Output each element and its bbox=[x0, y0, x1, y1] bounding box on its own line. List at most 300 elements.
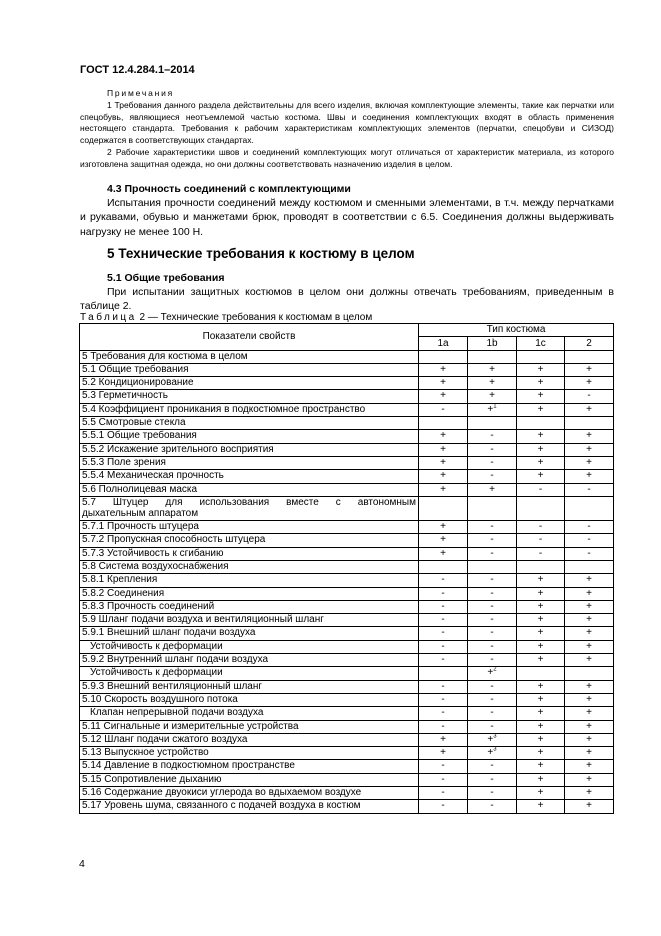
cell-value: + bbox=[537, 733, 544, 745]
cell-value: - bbox=[490, 456, 494, 468]
cell-type-1b bbox=[468, 760, 517, 773]
row-label: 5.16 Содержание двуокиси углерода во вдыхаемом воздухе bbox=[80, 786, 419, 799]
cell-value: + bbox=[586, 587, 592, 599]
section-5-title: 5 Технические требования к костюму в целом bbox=[107, 246, 415, 261]
cell-type-1b bbox=[468, 587, 517, 600]
cell-value: - bbox=[441, 693, 445, 705]
cell-value: + bbox=[586, 680, 592, 692]
cell-type-1c bbox=[517, 430, 565, 443]
cell-type-1c bbox=[517, 587, 565, 600]
type-header-2: 2 bbox=[565, 337, 614, 350]
cell-type-1b bbox=[468, 733, 517, 746]
cell-type-1c bbox=[517, 786, 565, 799]
table-row bbox=[80, 456, 614, 469]
cell-type-1b bbox=[468, 707, 517, 720]
cell-value: - bbox=[441, 680, 445, 692]
footnote-marker: 3 bbox=[493, 733, 497, 740]
cell-type-2 bbox=[565, 574, 614, 587]
type-header-1b: 1b bbox=[468, 337, 517, 350]
cell-type-1a bbox=[419, 377, 468, 390]
cell-type-1b bbox=[468, 470, 517, 483]
cell-type-1b bbox=[468, 800, 517, 813]
cell-type-1a bbox=[419, 417, 468, 430]
cell-value: + bbox=[537, 800, 544, 812]
cell-value: + bbox=[537, 403, 544, 415]
cell-type-1c bbox=[517, 733, 565, 746]
cell-value: - bbox=[490, 614, 494, 626]
cell-type-1b bbox=[468, 786, 517, 799]
cell-type-1a bbox=[419, 627, 468, 640]
cell-value: + bbox=[537, 747, 544, 759]
cell-value: - bbox=[441, 654, 445, 666]
cell-value: - bbox=[490, 680, 494, 692]
cell-type-1b bbox=[468, 680, 517, 693]
table-caption-rest: 2 — Технические требования к костюмам в целом bbox=[139, 312, 373, 323]
cell-type-2 bbox=[565, 654, 614, 667]
cell-value: + bbox=[537, 377, 544, 389]
row-label: 5.9.2 Внутренний шланг подачи воздуха bbox=[80, 654, 419, 667]
cell-type-1a bbox=[419, 534, 468, 547]
row-label: 5.5.1 Общие требования bbox=[80, 430, 419, 443]
table-caption bbox=[80, 312, 372, 323]
cell-type-2 bbox=[565, 443, 614, 456]
row-label: 5.17 Уровень шума, связанного с подачей воздуха в костюм bbox=[80, 800, 419, 813]
cell-value: + bbox=[586, 640, 592, 652]
cell-value: + bbox=[487, 733, 494, 745]
cell-type-1c bbox=[517, 560, 565, 573]
row-label: 5.12 Шланг подачи сжатого воздуха bbox=[80, 733, 419, 746]
cell-type-1a bbox=[419, 496, 468, 520]
row-label: 5.5.4 Механическая прочность bbox=[80, 470, 419, 483]
col-header-properties: Показатели свойств bbox=[80, 324, 419, 351]
cell-value: + bbox=[586, 733, 592, 745]
cell-value: - bbox=[490, 707, 494, 719]
cell-value: - bbox=[490, 600, 494, 612]
row-label: 5.7.3 Устойчивость к сгибанию bbox=[80, 547, 419, 560]
cell-type-1a bbox=[419, 760, 468, 773]
cell-value: - bbox=[441, 640, 445, 652]
document-header: ГОСТ 12.4.284.1–2014 bbox=[80, 64, 195, 76]
cell-type-1a bbox=[419, 720, 468, 733]
table-row bbox=[80, 747, 614, 760]
footnote-marker: 2 bbox=[493, 666, 497, 673]
cell-type-1b bbox=[468, 390, 517, 403]
note-1: 1 Требования данного раздела действительны для всего изделия, включая комплектующие элементы, такие как перчатки или спецобувь, являющиеся неотъемлемой частью костюма. Швы и соединения комплектующих входят в область применения нестоящего стандарта. Требования к рабочим характеристикам комплектующих элементов (перчатки, спецобуви и СИЗОД) содержатся в соответствующих стандартах. bbox=[80, 99, 614, 146]
cell-type-2 bbox=[565, 534, 614, 547]
cell-value: - bbox=[490, 760, 494, 772]
cell-type-2 bbox=[565, 720, 614, 733]
cell-value: + bbox=[586, 707, 592, 719]
cell-type-2 bbox=[565, 680, 614, 693]
cell-type-1a bbox=[419, 800, 468, 813]
cell-value: + bbox=[440, 456, 446, 468]
cell-value: + bbox=[440, 483, 446, 495]
cell-value: - bbox=[490, 654, 494, 666]
cell-type-1a bbox=[419, 587, 468, 600]
cell-value: + bbox=[537, 574, 544, 586]
cell-type-1c bbox=[517, 720, 565, 733]
cell-value: - bbox=[587, 547, 591, 559]
cell-value: + bbox=[586, 747, 592, 759]
cell-type-2 bbox=[565, 496, 614, 520]
cell-type-1a bbox=[419, 640, 468, 653]
cell-value: - bbox=[441, 720, 445, 732]
cell-value: - bbox=[490, 773, 494, 785]
row-label: Устойчивость к деформации bbox=[80, 640, 419, 653]
cell-type-1a bbox=[419, 707, 468, 720]
table-row bbox=[80, 521, 614, 534]
row-label: 5.7.2 Пропускная способность штуцера bbox=[80, 534, 419, 547]
cell-type-1a bbox=[419, 693, 468, 706]
table-row bbox=[80, 773, 614, 786]
cell-type-1c bbox=[517, 456, 565, 469]
cell-value: + bbox=[537, 430, 544, 442]
cell-type-1a bbox=[419, 430, 468, 443]
cell-value: + bbox=[440, 443, 446, 455]
row-label: 5.7.1 Прочность штуцера bbox=[80, 521, 419, 534]
cell-value: + bbox=[537, 680, 544, 692]
cell-value: + bbox=[586, 654, 592, 666]
cell-type-1b bbox=[468, 377, 517, 390]
cell-type-1c bbox=[517, 800, 565, 813]
cell-type-1c bbox=[517, 614, 565, 627]
table-row bbox=[80, 363, 614, 376]
cell-type-1c bbox=[517, 483, 565, 496]
cell-type-1a bbox=[419, 614, 468, 627]
table-row bbox=[80, 707, 614, 720]
cell-type-2 bbox=[565, 456, 614, 469]
cell-value: + bbox=[487, 747, 494, 759]
row-label: 5.8.1 Крепления bbox=[80, 574, 419, 587]
cell-value: + bbox=[537, 693, 544, 705]
cell-value: - bbox=[587, 534, 591, 546]
cell-type-1b bbox=[468, 456, 517, 469]
row-label: Клапан непрерывной подачи воздуха bbox=[80, 707, 419, 720]
cell-value: - bbox=[441, 574, 445, 586]
cell-value: + bbox=[537, 600, 544, 612]
cell-type-1b bbox=[468, 443, 517, 456]
row-label: 5.10 Скорость воздушного потока bbox=[80, 693, 419, 706]
table-row bbox=[80, 640, 614, 653]
cell-value: + bbox=[537, 760, 544, 772]
cell-type-1c bbox=[517, 443, 565, 456]
row-label: 5.9.1 Внешний шланг подачи воздуха bbox=[80, 627, 419, 640]
cell-type-2 bbox=[565, 693, 614, 706]
cell-type-2 bbox=[565, 667, 614, 680]
cell-value: - bbox=[490, 786, 494, 798]
cell-type-1b bbox=[468, 720, 517, 733]
cell-type-1a bbox=[419, 733, 468, 746]
cell-type-1c bbox=[517, 760, 565, 773]
cell-type-1c bbox=[517, 654, 565, 667]
cell-type-2 bbox=[565, 417, 614, 430]
cell-value: + bbox=[487, 403, 494, 415]
footnote-marker: 3 bbox=[493, 746, 497, 753]
table-row bbox=[80, 786, 614, 799]
cell-value: - bbox=[441, 773, 445, 785]
row-label: 5.8.3 Прочность соединений bbox=[80, 600, 419, 613]
cell-type-1c bbox=[517, 773, 565, 786]
cell-type-1a bbox=[419, 654, 468, 667]
cell-type-2 bbox=[565, 747, 614, 760]
cell-value: - bbox=[490, 720, 494, 732]
row-label: 5.2 Кондиционирование bbox=[80, 377, 419, 390]
cell-type-1c bbox=[517, 680, 565, 693]
row-label: Устойчивость к деформации bbox=[80, 667, 419, 680]
row-label: 5.5.3 Поле зрения bbox=[80, 456, 419, 469]
cell-value: + bbox=[537, 587, 544, 599]
footnote-marker: 1 bbox=[493, 403, 497, 410]
cell-value: - bbox=[490, 534, 494, 546]
cell-value: + bbox=[440, 390, 446, 402]
table-row bbox=[80, 430, 614, 443]
cell-value: + bbox=[586, 693, 592, 705]
cell-value: - bbox=[441, 403, 445, 415]
cell-value: + bbox=[487, 667, 494, 679]
table-row bbox=[80, 560, 614, 573]
cell-type-2 bbox=[565, 547, 614, 560]
cell-value: - bbox=[587, 483, 591, 495]
note-2: 2 Рабочие характеристики швов и соединений комплектующих могут отличаться от характеристик материала, из которого изготовлена защитная одежда, но они должны соответствовать назначению изделия в целом. bbox=[80, 146, 614, 169]
cell-type-2 bbox=[565, 640, 614, 653]
cell-value: + bbox=[537, 720, 544, 732]
cell-value: - bbox=[490, 800, 494, 812]
cell-value: - bbox=[490, 430, 494, 442]
cell-type-1b bbox=[468, 640, 517, 653]
cell-value: + bbox=[586, 443, 592, 455]
table-row bbox=[80, 680, 614, 693]
cell-value: - bbox=[490, 547, 494, 559]
cell-type-2 bbox=[565, 521, 614, 534]
cell-value: + bbox=[586, 773, 592, 785]
cell-type-1a bbox=[419, 600, 468, 613]
cell-value: + bbox=[440, 534, 446, 546]
cell-type-1b bbox=[468, 560, 517, 573]
cell-type-2 bbox=[565, 587, 614, 600]
cell-type-1c bbox=[517, 747, 565, 760]
row-label: 5.4 Коэффициент проникания в подкостюмное пространство bbox=[80, 403, 419, 416]
cell-value: + bbox=[537, 470, 544, 482]
cell-type-1c bbox=[517, 600, 565, 613]
table-row bbox=[80, 483, 614, 496]
cell-type-2 bbox=[565, 470, 614, 483]
cell-value: + bbox=[537, 363, 544, 375]
table-row bbox=[80, 350, 614, 363]
table-row bbox=[80, 614, 614, 627]
type-header-1c: 1c bbox=[517, 337, 565, 350]
cell-value: + bbox=[489, 363, 495, 375]
cell-type-1c bbox=[517, 640, 565, 653]
cell-type-2 bbox=[565, 627, 614, 640]
section-4-3-heading: 4.3 Прочность соединений с комплектующими bbox=[107, 183, 351, 195]
type-header-1a: 1a bbox=[419, 337, 468, 350]
cell-type-1b bbox=[468, 496, 517, 520]
cell-value: + bbox=[440, 430, 446, 442]
cell-type-1a bbox=[419, 560, 468, 573]
cell-value: + bbox=[489, 390, 495, 402]
cell-value: - bbox=[441, 614, 445, 626]
cell-type-1a bbox=[419, 521, 468, 534]
cell-value: + bbox=[537, 627, 544, 639]
cell-type-1c bbox=[517, 534, 565, 547]
cell-value: + bbox=[489, 377, 495, 389]
table-row bbox=[80, 587, 614, 600]
cell-type-2 bbox=[565, 707, 614, 720]
cell-value: - bbox=[587, 390, 591, 402]
cell-type-1b bbox=[468, 654, 517, 667]
cell-value: + bbox=[440, 733, 446, 745]
cell-type-1c bbox=[517, 574, 565, 587]
cell-type-1b bbox=[468, 483, 517, 496]
row-label: 5.1 Общие требования bbox=[80, 363, 419, 376]
cell-type-2 bbox=[565, 614, 614, 627]
cell-type-1c bbox=[517, 547, 565, 560]
cell-type-1c bbox=[517, 417, 565, 430]
cell-type-1b bbox=[468, 521, 517, 534]
cell-type-1c bbox=[517, 350, 565, 363]
cell-value: + bbox=[440, 521, 446, 533]
cell-value: + bbox=[440, 747, 446, 759]
cell-type-2 bbox=[565, 363, 614, 376]
cell-type-1c bbox=[517, 377, 565, 390]
table-row bbox=[80, 600, 614, 613]
table-row bbox=[80, 470, 614, 483]
cell-type-1a bbox=[419, 390, 468, 403]
cell-type-1c bbox=[517, 693, 565, 706]
notes-title: Примечания bbox=[107, 88, 175, 98]
col-header-suit-type: Тип костюма bbox=[419, 324, 614, 337]
cell-value: - bbox=[490, 443, 494, 455]
table-row bbox=[80, 534, 614, 547]
cell-value: + bbox=[440, 377, 446, 389]
cell-value: - bbox=[441, 627, 445, 639]
page-number: 4 bbox=[79, 858, 85, 870]
cell-type-1b bbox=[468, 747, 517, 760]
section-5-1-heading: 5.1 Общие требования bbox=[107, 272, 225, 284]
cell-type-2 bbox=[565, 390, 614, 403]
cell-type-1c bbox=[517, 667, 565, 680]
cell-value: + bbox=[586, 614, 592, 626]
table-body bbox=[80, 324, 614, 814]
cell-type-1b bbox=[468, 600, 517, 613]
row-label bbox=[80, 496, 419, 520]
row-label: 5.6 Полнолицевая маска bbox=[80, 483, 419, 496]
cell-value: - bbox=[490, 470, 494, 482]
cell-type-1a bbox=[419, 574, 468, 587]
row-label: 5.8 Система воздухоснабжения bbox=[80, 560, 419, 573]
notes-block bbox=[80, 88, 614, 171]
cell-value: + bbox=[586, 363, 592, 375]
cell-value: + bbox=[537, 390, 544, 402]
section-5-1-text: При испытании защитных костюмов в целом они должны отвечать требованиям, приведенным в таблице 2. bbox=[80, 285, 614, 312]
cell-type-2 bbox=[565, 733, 614, 746]
cell-value: + bbox=[586, 786, 592, 798]
row-label: 5.14 Давление в подкостюмном пространстве bbox=[80, 760, 419, 773]
cell-value: + bbox=[586, 456, 592, 468]
table-row bbox=[80, 800, 614, 813]
table-row bbox=[80, 547, 614, 560]
cell-type-1a bbox=[419, 350, 468, 363]
row-label: 5 Требования для костюма в целом bbox=[80, 350, 419, 363]
cell-type-1c bbox=[517, 496, 565, 520]
cell-type-1b bbox=[468, 667, 517, 680]
cell-type-2 bbox=[565, 773, 614, 786]
cell-type-2 bbox=[565, 786, 614, 799]
table-row bbox=[80, 443, 614, 456]
table-row bbox=[80, 693, 614, 706]
cell-type-1a bbox=[419, 667, 468, 680]
cell-value: + bbox=[586, 720, 592, 732]
cell-value: - bbox=[538, 534, 543, 546]
cell-value: - bbox=[441, 800, 445, 812]
table-row bbox=[80, 760, 614, 773]
row-label-line-2: дыхательным аппаратом bbox=[82, 508, 199, 520]
table-row bbox=[80, 667, 614, 680]
table-row bbox=[80, 720, 614, 733]
cell-value: - bbox=[490, 627, 494, 639]
cell-value: + bbox=[586, 430, 592, 442]
cell-type-1c bbox=[517, 363, 565, 376]
cell-value: + bbox=[440, 547, 446, 559]
cell-value: - bbox=[490, 521, 494, 533]
table-row bbox=[80, 390, 614, 403]
cell-type-1b bbox=[468, 534, 517, 547]
section-4-3-text: Испытания прочности соединений между костюмом и сменными элементами, в т.ч. между перчатками и рукавами, обувью и манжетами брюк, проводят в соответствии с 6.5. Соединения должны выдерживать нагрузку не менее 100 Н. bbox=[80, 197, 614, 238]
cell-type-1b bbox=[468, 430, 517, 443]
row-label: 5.9 Шланг подачи воздуха и вентиляционный шланг bbox=[80, 614, 419, 627]
cell-type-2 bbox=[565, 350, 614, 363]
table-row bbox=[80, 733, 614, 746]
table-row bbox=[80, 417, 614, 430]
cell-value: + bbox=[586, 377, 592, 389]
cell-type-1b bbox=[468, 403, 517, 416]
cell-value: - bbox=[538, 521, 543, 533]
table-row bbox=[80, 496, 614, 520]
cell-value: - bbox=[441, 600, 445, 612]
cell-value: + bbox=[586, 800, 592, 812]
cell-value: + bbox=[440, 363, 446, 375]
cell-type-1a bbox=[419, 773, 468, 786]
cell-value: + bbox=[586, 760, 592, 772]
cell-type-2 bbox=[565, 560, 614, 573]
cell-type-2 bbox=[565, 600, 614, 613]
cell-value: + bbox=[537, 640, 544, 652]
cell-type-2 bbox=[565, 377, 614, 390]
cell-value: + bbox=[489, 483, 495, 495]
cell-type-1c bbox=[517, 470, 565, 483]
table-row bbox=[80, 627, 614, 640]
cell-value: + bbox=[586, 470, 592, 482]
table-row bbox=[80, 377, 614, 390]
cell-type-2 bbox=[565, 430, 614, 443]
cell-type-2 bbox=[565, 483, 614, 496]
cell-type-2 bbox=[565, 403, 614, 416]
row-label: 5.9.3 Внешний вентиляционный шланг bbox=[80, 680, 419, 693]
cell-value: + bbox=[586, 403, 592, 415]
cell-value: + bbox=[537, 773, 544, 785]
cell-type-1b bbox=[468, 614, 517, 627]
cell-type-1b bbox=[468, 693, 517, 706]
table-row bbox=[80, 654, 614, 667]
cell-type-1b bbox=[468, 350, 517, 363]
cell-value: - bbox=[587, 521, 591, 533]
cell-type-1b bbox=[468, 773, 517, 786]
cell-type-2 bbox=[565, 800, 614, 813]
requirements-table bbox=[79, 323, 614, 814]
cell-type-1a bbox=[419, 470, 468, 483]
cell-type-1c bbox=[517, 521, 565, 534]
section-5-1 bbox=[80, 272, 614, 313]
